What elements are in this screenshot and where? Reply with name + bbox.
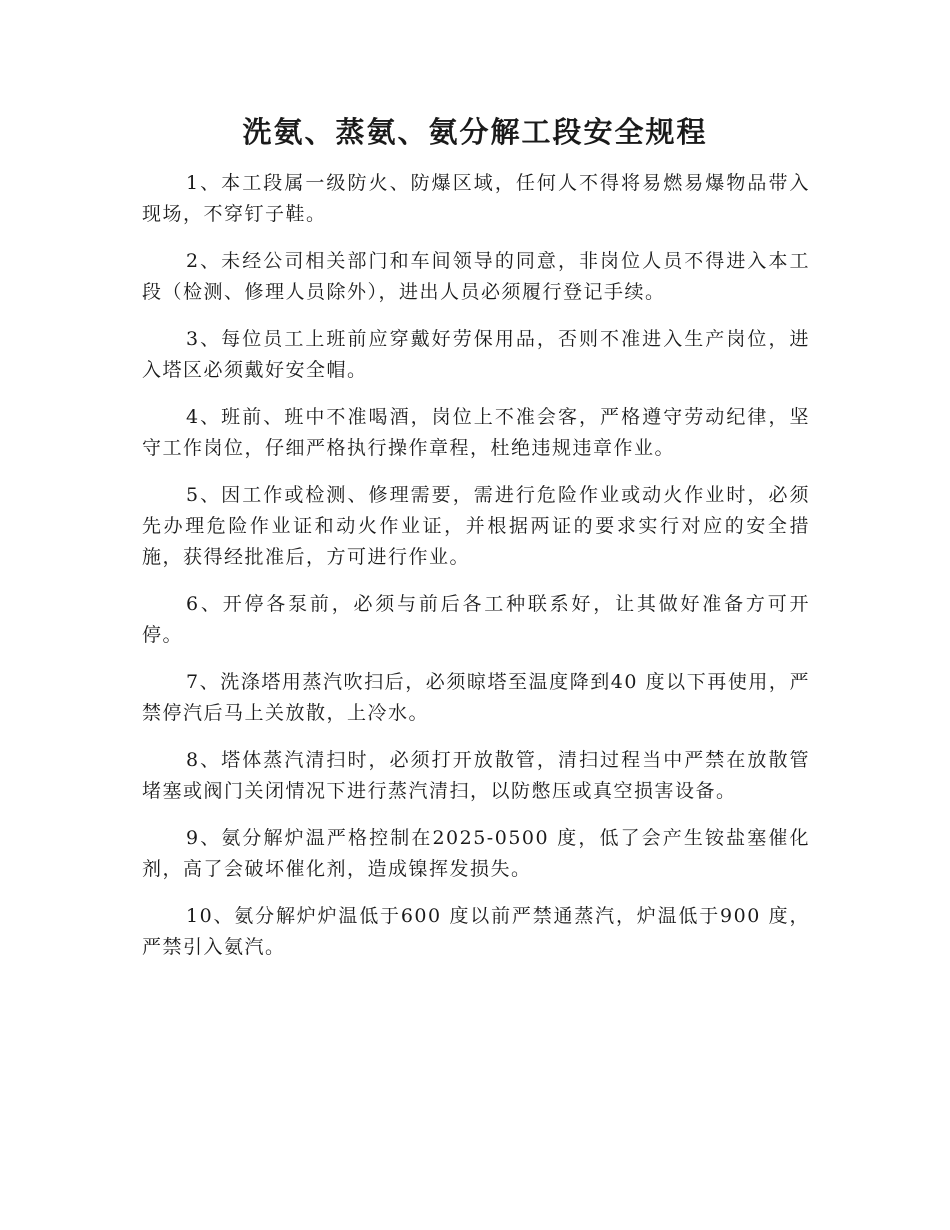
rule-item: 10、氨分解炉炉温低于600 度以前严禁通蒸汽，炉温低于900 度，严禁引入氨汽。 bbox=[142, 905, 810, 958]
rule-item: 4、班前、班中不准喝酒，岗位上不准会客，严格遵守劳动纪律，坚守工作岗位，仔细严格执行操作章程，杜绝违规违章作业。 bbox=[142, 406, 810, 459]
rule-item: 7、洗涤塔用蒸汽吹扫后，必须晾塔至温度降到40 度以下再使用，严禁停汽后马上关放散，上冷水。 bbox=[142, 671, 810, 724]
rule-item: 9、氨分解炉温严格控制在2025-0500 度，低了会产生铵盐塞催化剂，高了会破坏催化剂，造成镍挥发损失。 bbox=[142, 827, 810, 880]
document-title: 洗氨、蒸氨、氨分解工段安全规程 bbox=[242, 115, 708, 149]
rule-item: 1、本工段属一级防火、防爆区域，任何人不得将易燃易爆物品带入现场，不穿钉子鞋。 bbox=[142, 172, 810, 225]
rule-item: 8、塔体蒸汽清扫时，必须打开放散管，清扫过程当中严禁在放散管堵塞或阀门关闭情况下进行蒸汽清扫，以防憋压或真空损害设备。 bbox=[142, 749, 810, 802]
rule-item: 6、开停各泵前，必须与前后各工种联系好，让其做好准备方可开停。 bbox=[142, 593, 810, 646]
rules-list bbox=[142, 168, 810, 979]
rule-item: 3、每位员工上班前应穿戴好劳保用品，否则不准进入生产岗位，进入塔区必须戴好安全帽。 bbox=[142, 328, 810, 381]
rule-item: 2、未经公司相关部门和车间领导的同意，非岗位人员不得进入本工段（检测、修理人员除外），进出人员必须履行登记手续。 bbox=[142, 250, 810, 303]
rule-item: 5、因工作或检测、修理需要，需进行危险作业或动火作业时，必须先办理危险作业证和动火作业证，并根据两证的要求实行对应的安全措施，获得经批准后，方可进行作业。 bbox=[142, 484, 810, 568]
